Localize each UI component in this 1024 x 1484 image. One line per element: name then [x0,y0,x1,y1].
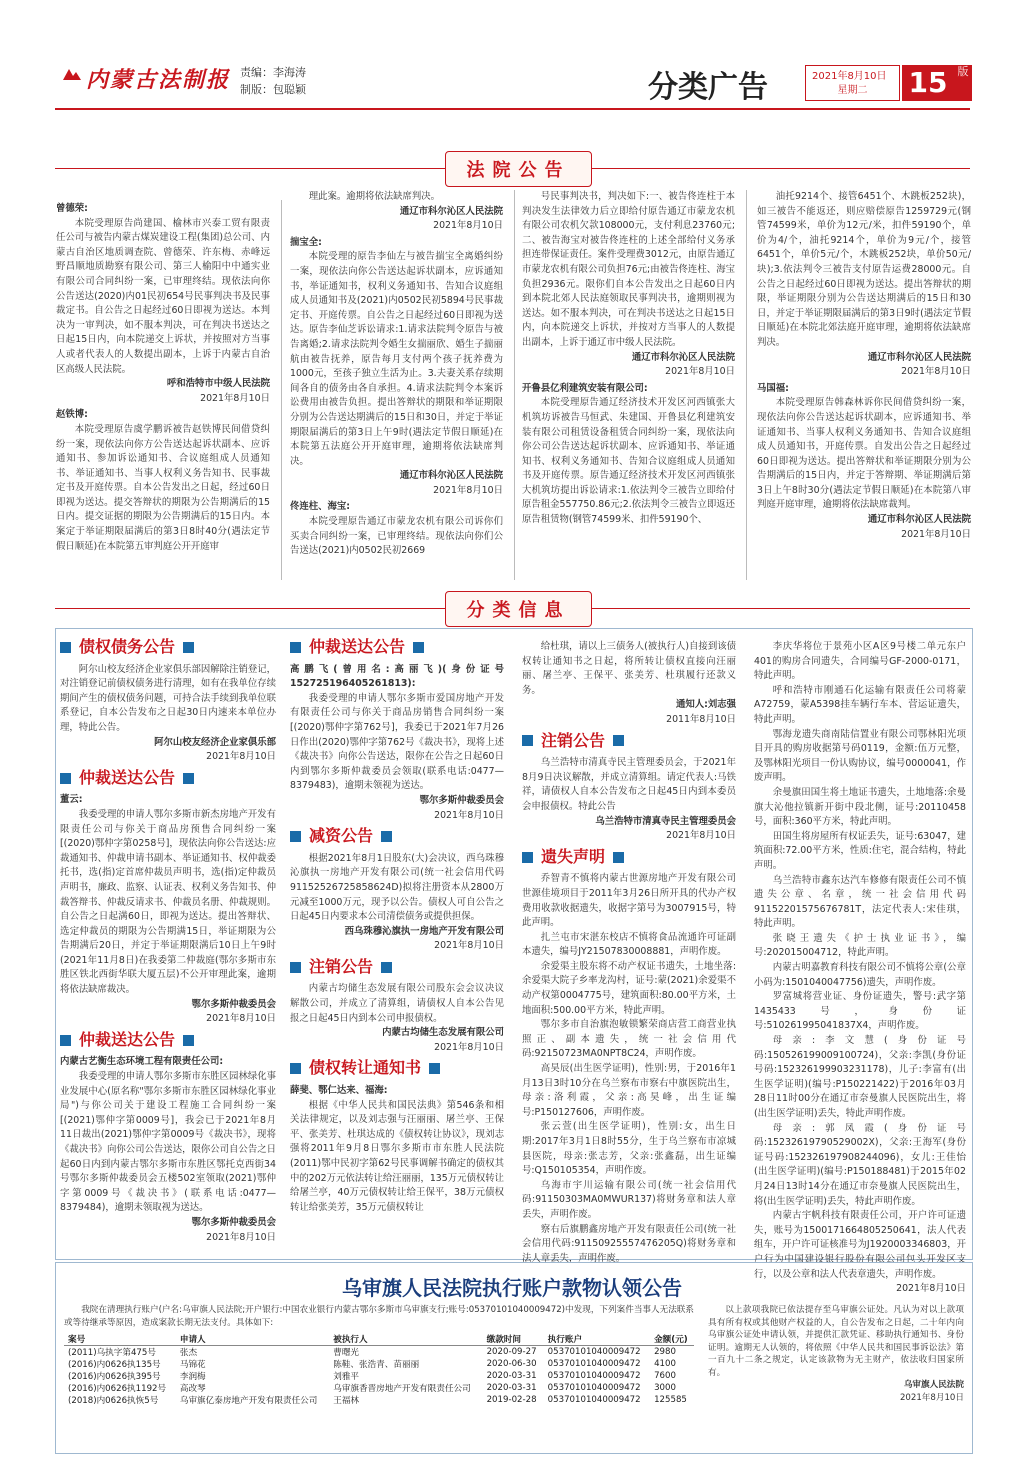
category-label: 注销公告 [309,956,374,976]
court-column-2 [290,190,503,559]
notice-body: 给杜琪，请以上三债务人(被执行人)自接到该债权转让通知书之日起，将所转让债权直接向汪丽丽、屠兰亭、王保平、张美芳、杜琪履行还款义务。 [522,641,736,696]
column-divider [281,200,282,580]
notice-date: 2021年8月10日 [434,809,504,821]
newspaper-logo: 内蒙古法制报 [86,67,231,93]
table-cell: 2020-09-27 [486,1347,537,1357]
notice-body: 乌海市宇川运输有限公司(统一社会信用代码:91150303MA0MWUR137)将财务章和法人章丢失，声明作废。 [522,1179,736,1220]
notice-signature: 内蒙古均储生态发展有限公司 [382,1027,504,1039]
notice-heading: 佟连柱、海宝: [290,501,350,513]
table-cell: 4100 [654,1359,676,1369]
category-heading [522,846,736,866]
notice-body: 内蒙古均储生态发展有限公司股东会会议决议解散公司，并成立了清算组，请债权人自本公告见报之日起45日内到本公司申报债权。 [290,983,504,1024]
column-header: 缴款时间 [483,1333,544,1346]
notice-body: 本院受理原告虞学鹏诉被告赵铁博民间借贷纠纷一案，现依法向你方公告送达起诉状副本、应诉通知书、参加诉讼通知书、合议庭组成人员通知书、举证通知书、当事人权利义务告知书、民事裁定书及开庭传票。自本公告发出之日起，经过60日即视为送达。提交答辩状的期限为公告期满后的15日内。提交证据的期限为公告期满后的15日内。本案定于举证期限届满后的第3日8时40分(遇法定节假日顺延)在本院第五审判庭公开开庭审 [56,423,270,552]
notice-signature: 通辽市科尔沁区人民法院 [867,514,971,526]
category-marker-icon [413,642,424,653]
notice-body: 内蒙古宇帆科技有限责任公司，开户许可证遗失，账号为1500171664805250641，法人代表组车，开户许可证核准号为J1920003346803，开户行为中国建设银行股份有限公司包头开发区支行，以及公章和法人代表章遗失，声明作废。 [754,1210,966,1280]
notice-heading: 马国福: [757,382,789,394]
notice-body: 张云萱(出生医学证明)，性别:女，出生日期:2017年3月1日8时55分，生于乌兰察布市凉城县医院，母亲:张志芳，父亲:张鑫磊，出生证编号:Q150105354，声明作废。 [522,1121,736,1177]
table-cell: (2016)内0626执395号 [68,1372,161,1382]
execution-note [708,1304,964,1404]
category-marker-icon [60,1035,71,1046]
category-marker-icon [290,962,301,973]
category-heading [290,1058,504,1078]
classified-column-4 [754,640,966,1297]
notice-body: 号民事判决书，判决如下:一、被告佟连柱于本判决发生法律效力后立即给付原告通辽市蒙龙农机有限公司农机欠款108000元，支付利息23760元;二、被告海宝对被告佟连柱的上述全部给付义务承担连带保证责任。案件受理费3012元，由原告通辽市蒙龙农机有限公司负担76元;由被告佟连柱、海宝负担2936元。限你们自本公告发出之日起60日内到本院北郊人民法庭领取民事判决书，逾期则视为送达。如不服本判决，可在判决书送达之日起15日内，向本院递交上诉状，并按对方当事人的人数提出副本，上诉于通辽市中级人民法院。 [522,191,735,348]
notice-heading: 董云: [60,794,83,806]
table-cell: 2020-03-31 [486,1383,537,1393]
notice-signature: 呼和浩特市中级人民法院 [166,378,270,390]
category-label: 注销公告 [541,730,606,750]
category-label: 遗失声明 [541,846,606,866]
table-cell: 刘雅平 [333,1372,360,1382]
execution-note-text: 以上款项我院已依法提存至乌审旗公证处。凡认为对以上款项具有所有权或其他财产权益的人，自公告发布之日起，二十年内向乌审旗公证处申请认领，并提供汇款凭证、移助执行通知书、身份证明。逾期无人认领的，将依照《中华人民共和国民事诉讼法》第一百九十二条之规定，认定该款物为无主财产，依法收归国家所有。 [708,1305,964,1378]
table-cell: 2020-03-31 [486,1371,537,1381]
category-marker-icon [290,642,301,653]
notice-body: 内蒙古明嘉教育科技有限公司不慎将公章(公章小码为:1501040047756)遗失，声明作废。 [754,962,966,988]
issue-weekday: 星期二 [837,85,868,96]
notice-body: 乌兰浩特市鑫东达汽车修修有限责任公司不慎遗失公章、名章，统一社会信用代码91152201575676781T，法定代表人:宋佳琪，特此声明。 [754,874,966,930]
table-cell: 05370101040009472 [547,1347,641,1357]
table-row [64,1394,694,1406]
notice-date: 2021年8月10日 [200,392,270,404]
notice-body: 根据2021年8月1日股东(大)会决议，西乌珠穆沁旗执一房地产开发有限公司(统一社会信用代码91152526725858624D)拟将注册资本从2800万元减至1000万元，现予以公告。债权人可自公告之日起45日内要求本公司清偿债务或提供担保。 [290,852,504,923]
table-cell: 7600 [654,1371,676,1381]
table-cell: 05370101040009472 [547,1395,641,1405]
notice-body: 油托9214个、接管6451个、木跳板252块)，如三被告不能返还，则应赔偿原告1259729元(钢管74599米，单价为12元/米，扣件59190个，单价为4/个，油托9214个，单价为9元/个，接管6451个，单价5元/个，木跳板252块，单价50元/块);3.依法判令三被告支付原告运费28000元。自公告之日起经过60日即视为送达。提出答辩状的期限，举证期限分别为公告送达期满后的15日和30日，并定于举证期限届满后的第3日9时(遇法定节假日顺延)在本院北郊法庭开庭审理，逾期将依法缺席判决。 [757,191,971,348]
notice-heading: 高鹏飞(曾用名:高丽飞)(身份证号152725196405261813): [290,663,504,690]
category-marker-icon [290,831,301,842]
logo-icon [62,66,82,84]
category-heading [60,767,276,787]
banner-rule-right [590,168,970,169]
notice-date: 2021年8月10日 [206,1231,276,1243]
notice-date: 2021年8月10日 [433,220,503,232]
notice-body: 乌兰浩特市清真寺民主管理委员会，于2021年8月9日决议解散，并成立清算组。请定代表人:马铁祥，请债权人自本公告发布之日起45日内到本委员会申报债权。特此公告 [522,757,736,812]
notice-body: 本院受理的原告李仙左与被告揣宝全离婚纠纷一案，现依法向你公告送达起诉状副本，应诉通知书，举证通知书，权利义务通知书、告知合议庭组成人员通知书及(2021)内0502民初5894号民事裁定书、开庭传票。自公告之日起经过60日即视为送达。原告李仙芝诉讼请求:1.请求法院判令原告与被告离婚;2.请求法院判令婚生女揣丽欣、婚生子揣丽航由被告抚养，原告每月支付两个孩子抚养费为1000元，至孩子独立生活为止。3.夫妻关系存续期间各自的债务由各自承担。4.请求法院判令本案诉讼费用由被告负担。提出答辩状的期限和举证期限分别为公告送达期满后的15日和30日，并定于举证期限届满后的第3日上午9时(遇法定节假日顺延)在本院第五法庭公开开庭审理，逾期将依法缺席判决。 [290,251,503,467]
column-divider [746,190,747,580]
category-label: 仲裁送达公告 [79,767,176,787]
table-row [64,1346,694,1359]
execution-signature: 乌审旗人民法院 [903,1380,964,1390]
notice-body: 我委受理的申请人鄂尔多斯市东胜区园林绿化事业发展中心(原名称"鄂尔多斯市东胜区园林绿化事业局")与你公司关于建设工程施工合同纠纷一案[(2021)鄂仲字第0009号]，我会已于2021年8月11日裁出(2021)鄂仲字第0009号《裁决书》，现将《裁决书》向你公司公告送达，限你公司自公告之日起60日内到内蒙古鄂尔多斯市东胜区鄂托克西街34号鄂尔多斯仲裁委员会五楼502室领取(2021)鄂仲字第0009号《裁决书》(联系电话:0477—8379484)，逾期未领取视为送达。 [60,1071,276,1214]
category-marker-icon [183,642,194,653]
editor-credit: 责编：李海涛 [240,66,306,79]
category-heading [290,637,504,656]
table-cell: 王福林 [333,1396,360,1406]
notice-body: 母亲:郭凤霞(身份证号码:15232619790529002X)，父亲:王海军(身份证号码:152326197908244096)，女儿:王佳怡(出生医学证明)(编号:P150188481)于2015年02月24日13时14分在通辽市奈曼旗人民医院出生，将(出生医学证明)丢失，特此声明作废。 [754,1122,966,1207]
table-cell: 2019-02-28 [486,1395,537,1405]
notice-date: 2021年8月10日 [901,528,971,540]
notice-body: 本院受理原告通辽经济技术开发区河西镇张大机筑坊诉被告马恒武、朱建国、开鲁县亿利建筑安装有限公司租赁设备租赁合同纠纷一案，现依法向你公司公告送达起诉状副本、应诉通知书、举证通知书、权利义务通知书、告知合议庭组成人员通知书及开庭传票。原告通辽经济技术开发区河西镇张大机筑坊提出诉讼请求:1.依法判令三被告立即给付原告租金557750.86元;2.依法判令三被告立即返还原告租赁物(钢管74599米、扣件59190个、 [522,397,735,526]
table-header [64,1333,694,1346]
category-label: 仲裁送达公告 [79,1029,176,1049]
notice-date: 2011年8月10日 [666,713,736,725]
notice-body: 罗富城将营业证、身份证遗失，警号:武字第1435433号，身份证号:510261995041837X4，声明作废。 [754,991,966,1032]
execution-intro [64,1304,694,1329]
notice-heading: 开鲁县亿利建筑安装有限公司: [522,382,648,394]
notice-signature: 通辽市科尔沁区人民法院 [867,351,971,363]
notice-body: 理此案。逾期将依法缺席判决。 [308,191,441,202]
category-heading [60,637,276,656]
notice-body: 乔智青不慎将内蒙古世源房地产开发有限公司世源佳境项目于2011年3月26日所开具的代办产权费用收款收据遗失，收据字第号为3007915号，特此声明。 [522,873,736,929]
notice-body: 鄂尔多市自治旗泡敏锁繁荣商店营工商营业执照正、副本遗失，统一社会信用代码:92150723MA0NPT8C24，声明作废。 [522,1019,736,1060]
category-marker-icon [522,852,533,863]
producer-credit: 制版：包聪颖 [240,83,306,96]
notice-signature: 通辽市科尔沁区人民法院 [631,351,735,363]
execution-intro-text: 我院在清理执行账户(户名:乌审旗人民法院;开户银行:中国农业银行内蒙古鄂尔多斯市乌审旗支行;账号:05370101040009472)中发现，下列案件当事人无法联系或等待继承等原因，造成案款长期无法支付。具体如下: [64,1305,694,1328]
category-heading [60,1029,276,1049]
category-heading [522,730,736,750]
notice-body: 余爱渠主股东将不动产权证书遗失，土地坐落:余爱渠大院子乡率龙沟村，证号:蒙(2021)余爱渠不动产权第0004775号，建筑面积:80.00平方米，土地面积:500.00平方米，特此声明。 [522,960,736,1016]
category-marker-icon [613,735,624,746]
table-cell: 2020-06-30 [486,1359,537,1369]
section-title: 分类广告 [648,70,768,105]
table-cell: 2980 [654,1347,676,1357]
execution-date: 2021年8月10日 [899,1392,964,1403]
banner-rule-right [590,608,970,609]
column-header: 申请人 [176,1333,329,1346]
execution-table [64,1333,694,1406]
category-marker-icon [429,1063,440,1074]
column-divider [514,190,515,580]
category-label: 债权债务公告 [79,637,176,656]
table-cell: 曹曙光 [333,1348,360,1358]
classified-column-1 [60,634,276,1245]
notice-signature: 鄂尔多斯仲裁委员会 [191,998,276,1010]
table-cell: 乌审旗亿泰房地产开发有限责任公司 [179,1396,318,1406]
notice-signature: 鄂尔多斯仲裁委员会 [419,794,504,806]
masthead-rule [55,108,970,110]
category-marker-icon [381,962,392,973]
notice-heading: 内蒙古艺衡生态环境工程有限责任公司: [60,1056,224,1068]
category-marker-icon [613,852,624,863]
notice-date: 2021年8月10日 [433,484,503,496]
court-column-3 [522,190,735,528]
banner-rule-left [55,168,445,169]
classified-banner: 分类信息 [445,591,592,627]
notice-date: 2021年8月10日 [434,1041,504,1053]
table-cell: 乌审旗香晋房地产开发有限责任公司 [333,1384,471,1394]
notice-signature: 通辽市科尔沁区人民法院 [399,470,503,482]
category-label: 债权转让通知书 [309,1058,422,1078]
category-marker-icon [381,831,392,842]
notice-body: 本院受理原告通辽市蒙龙农机有限公司诉你们买卖合同纠纷一案，已审理终结。现依法向你们公告送达(2021)内0502民初2669 [290,516,503,557]
category-label: 减资公告 [309,826,374,846]
notice-body: 本院受理原告韩森林诉你民间借贷纠纷一案，现依法向你公告送达起诉状副本，应诉通知书、举证通知书、当事人权利义务通知书、告知合议庭组成人员通知书，开庭传票。自发出公告之日起经过60日即视为送达。提出答辩状和举证期限分别为公告期满后的15日内，并定于答辩期、举证期满后第3日上午8时30分(遇法定节假日顺延)在本院第八审判庭开庭审理，逾期将依法缺席裁判。 [757,397,971,511]
notice-body: 我委受理的申请人鄂尔多斯市爱国房地产开发有限责任公司与你关于商品房销售合同纠纷一案[(2020)鄂仲字第762号]，我委已于2021年7月26日作出(2020)鄂仲字第762号《裁决书》，现将上述《裁决书》向你公告送达，限你在公告之日起60日内到鄂尔多斯仲裁委员会领取(联系电话:0477—8379483)，逾期未领视为送达。 [290,692,504,792]
category-heading [290,956,504,976]
table-cell: 05370101040009472 [547,1371,641,1381]
banner-rule-left [55,608,445,609]
notice-body: 高昊辰(出生医学证明)，性别:男，于2016年1月13日3时10分在乌兰察布市察右中旗医院出生，母亲:洛利霞，父亲:高昊峰，出生证编号:P150127606，声明作废。 [522,1063,736,1118]
execution-title: 乌审旗人民法院执行账户款物认领公告 [342,1276,682,1300]
classified-column-3 [522,640,736,1266]
notice-body: 扎兰屯市宋湛东校店不慎将食品流通许可证副本遗失，编号JY21507830008881，声明作废。 [522,931,736,958]
column-header: 被执行人 [329,1333,482,1346]
notice-body: 母亲:李文慧(身份证号码:150526199009100724)，父亲:李凯(身份证号码:152326199903231178)，儿子:李富有(出生医学证明)(编号:P150221422)于2016年03月28日11时00分在通辽市奈曼旗人民医院出生，将(出生医学证明)丢失，特此声明作废。 [754,1035,966,1119]
notice-date: 2021年8月10日 [896,1283,966,1295]
issue-date: 2021年8月10日 [812,71,887,82]
court-column-1 [56,200,270,554]
notice-heading: 曾德荣: [56,203,88,214]
notice-body: 阿尔山校友经济企业家俱乐部因解除注销登记，对注销登记前债权债务进行清理，如有在我单位存续期间产生的债权债务问题，可持合法手续到我单位联系登记，自本公告发布之日起30日内速来本单位办理，特此公告。 [60,663,276,733]
table-cell: 李润梅 [179,1372,206,1382]
notice-body: 田国生将房屋所有权证丢失，证号:63047，建筑面积:72.00平方米，性质:住宅，混合结构，特此声明。 [754,830,966,871]
notice-body: 余曼旗田国生将土地证书遗失，土地地落:余曼旗大沁他拉镇新开街中段北侧，证号:20110458号，面积:360平方米，特此声明。 [754,786,966,828]
notice-body: 鄂海龙遗失商南陆信置业有限公司鄂林阳光项目开具的购房收据第号码0119，金额:伍万元整，及鄂林阳光项目一份认购协议，编号0000041，作废声明。 [754,728,966,784]
notice-date: 2021年8月10日 [666,830,736,842]
credits [240,64,306,98]
table-cell: 张杰 [179,1348,198,1358]
table-cell: 陈鞋、张浩青、苗丽丽 [333,1360,420,1370]
table-cell: 高改琴 [179,1384,206,1394]
category-label: 仲裁送达公告 [309,637,406,656]
notice-body: 本院受理原告尚建国、榆林市兴泰工贸有限责任公司与被告内蒙古煤炭建设工程(集团)总公司、内蒙古自治区地质调查院、曾德荣、许东梅、赤峰远野昌顺地质勘察有限公司、第三人榆阳中中通实业有限公司合同纠纷一案，已审理终结。现依法向你公告送达(2020)内01民初654号民事判决书及民事裁定书。自公告之日起经过60日即视为送达。本判决为一审判决，如不服本判决，可在判决书送达之日起15日内，向本院递交上诉状，并按照对方当事人或者代表人的人数提出副本，上诉于内蒙古自治区高级人民法院。 [56,217,270,375]
notice-date: 2021年8月10日 [206,1013,276,1025]
page-ban-label: 版 [954,65,972,101]
table-cell: (2016)内0626执135号 [68,1360,161,1370]
notice-signature: 通辽市科尔沁区人民法院 [399,205,503,217]
notice-signature: 阿尔山校友经济企业家俱乐部 [154,736,276,748]
table-cell: (2011)乌执字第475号 [68,1348,156,1358]
notice-body: 李庆华将位于景苑小区A区9号楼二单元东户401的购房合同遗失，合同编号GF-2000-0171，特此声明。 [754,641,966,682]
column-header: 执行账户 [544,1333,650,1346]
table-cell: 125585 [654,1395,687,1405]
notice-body: 呼和浩特市刚通石化运输有限责任公司将蒙A72759，蒙A5398挂车辆行车本、营运证遗失，特此声明。 [754,684,966,725]
table-cell: 3000 [654,1383,676,1393]
page-number: 15 [902,65,954,101]
notice-heading: 薛斐、鄂仁达来、福海: [290,1085,388,1097]
notice-date: 2021年8月10日 [901,366,971,378]
category-marker-icon [290,1063,301,1074]
notice-heading: 赵铁博: [56,409,88,421]
notice-date: 2021年8月10日 [665,366,735,378]
category-marker-icon [183,1035,194,1046]
notice-signature: 西乌珠穆沁旗执一房地产开发有限公司 [344,925,504,937]
notice-signature: 通知人:刘志强 [676,699,736,711]
classified-column-2 [290,634,504,1215]
court-banner: 法院公告 [445,151,592,187]
notice-body: 张晓王遗失《护士执业证书》，编号:202015004712，特此声明。 [754,932,966,959]
court-column-4 [757,190,971,542]
table-row [64,1358,694,1370]
notice-signature: 乌兰浩特市清真寺民主管理委员会 [595,815,736,827]
column-header: 案号 [64,1333,176,1346]
table-cell: (2018)内0626执恢5号 [68,1396,159,1406]
table-row [64,1370,694,1382]
notice-date: 2021年8月10日 [434,940,504,952]
table-row [64,1382,694,1394]
category-marker-icon [522,735,533,746]
table-cell: 05370101040009472 [547,1383,641,1393]
table-cell: 05370101040009472 [547,1359,641,1369]
notice-body: 根据《中华人民共和国民法典》第546条和相关法律规定，以及刘志强与汪丽丽、屠兰亭、王保平、张美芳、杜琪达成的《债权转让协议》，现刘志强将2011年9月8日鄂尔多斯市市东胜人民法院(2011)鄂中民初字第62号民事调解书确定的债权其中的202万元依法转让给汪丽丽，135万元债权转让给屠兰亭，40万元债权转让给王保平，38万元债权转让给张美芳，35万元债权转让 [290,1099,504,1213]
table-cell: (2016)内0626执1192号 [68,1384,167,1394]
category-marker-icon [60,773,71,784]
category-marker-icon [183,773,194,784]
notice-signature: 鄂尔多斯仲裁委员会 [191,1216,276,1228]
notice-body: 我委受理的申请人鄂尔多斯市新杰房地产开发有限责任公司与你关于商品房预售合同纠纷一案[(2020)鄂仲字第0258号]，现依法向你公告送达:应裁通知书、仲裁申请书副本、举证通知书、权仲裁委托书，选(指)定首席仲裁员声明书，选(指)定仲裁员声明书，廉政、监察、认证表、权利义务告知书、仲裁答辩书、仲裁反请求书、仲裁员名册、仲裁规则。自公告之日起满60日，即视为送达。提出答辩状、选定仲裁员的期限为公告期满15日，举证期限为公告期满后20日，并定于举证期限满后10日上午9时(2021年11月8日)在我委第二仲裁庭(鄂尔多斯市东胜区铁北西街华联大厦五层)不公开审理此案，逾期将依法缺席裁决。 [60,808,276,996]
notice-body: 察右后旗鹏鑫房地产开发有限责任公司(统一社会信用代码:91150925557476205Q)将财务章和法人章丢失，声明作废。 [522,1223,736,1264]
column-header: 金额(元) [650,1333,694,1346]
issue-date-box [805,65,900,101]
category-heading [290,826,504,846]
category-marker-icon [60,642,71,653]
table-cell: 马锦花 [179,1360,206,1370]
notice-heading: 揣宝全: [290,236,322,248]
notice-date: 2021年8月10日 [206,751,276,763]
